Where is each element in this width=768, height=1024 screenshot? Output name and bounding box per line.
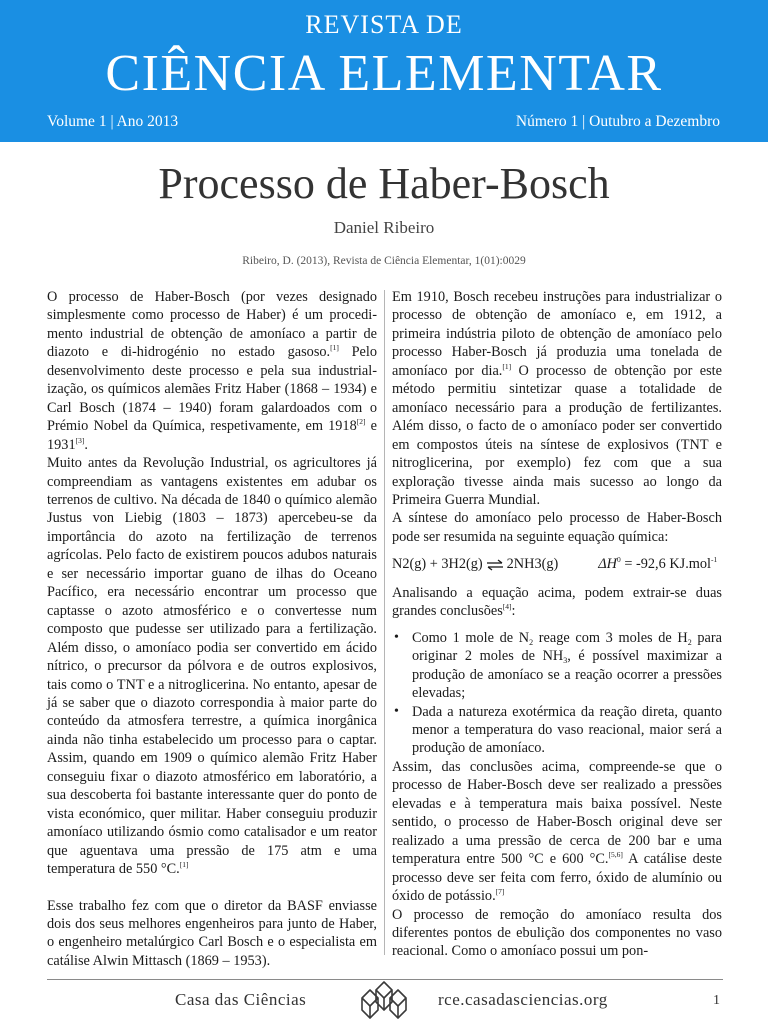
text-run: Assim, das conclusões acima, compreende-se que o processo de Haber-Bosch deve ser realizado a pressões elevadas e à temperatura mais baixa possível. Neste sentido, o processo de Haber-Bosch original deve ser realizado a uma pressão de cerca de 200 bar e uma temperatura entre 500 °C e 600 °C. — [392, 758, 722, 868]
subscript: 2 — [529, 637, 534, 647]
conclusion-list — [392, 629, 722, 758]
equilibrium-arrow-icon — [486, 559, 504, 571]
text-run: A catálise deste processo deve ser feita com ferro, óxido de alumínio ou óxido de potássio. — [392, 851, 722, 905]
text-run: Pelo desenvolvimento deste processo e pela sua industrialização, os químicos alemães Fritz Haber (1868 – 1934) e Carl Bosch (1874 – 1940) foram galardoados com o Prémio Nobel da Química, respetivamente, em 1918 — [47, 344, 378, 435]
journal-banner — [0, 0, 768, 142]
article-title: Processo de Haber-Bosch — [158, 159, 610, 208]
enthalpy-symbol: ΔH — [598, 556, 617, 573]
paragraph — [47, 288, 377, 454]
text-run: Dada a natureza exotérmica da reação direta, quanto menor a temperatura do vaso reacional, maior será a produção de amoníaco. — [412, 703, 722, 757]
paragraph — [392, 584, 722, 621]
equation-reactants: N2(g) + 3H2(g) — [392, 556, 483, 573]
journal-kicker: REVISTA DE — [305, 10, 463, 39]
text-run: : — [511, 603, 516, 620]
enthalpy-value: = -92,6 KJ.mol — [620, 556, 712, 573]
enthalpy-change — [598, 555, 717, 573]
paragraph: A síntese do amoníaco pelo processo de Haber-Bosch pode ser resumida na seguinte equação química: — [392, 510, 722, 545]
paragraph: Esse trabalho fez com que o diretor da BASF enviasse dois dos seus melhores engenheiros para junto de Haber, o engenheiro metalúrgico Carl Bosch e o especialista em catálise Alwin Mittasch (1869 – 1953). — [47, 897, 377, 969]
text-run: O processo de obtenção por este método permitiu sintetizar quase a totalidade de amoníaco necessário para a produção de fertilizantes. Além disso, o facto de o amoníaco poder ser convertido em compostos úteis na síntese de explosivos (TNT e nitroglicerina, por exemplo) fez com que a sua exploração tivesse ainda mais sucesso ao longo da Primeira Guerra Mundial. — [392, 362, 722, 508]
chemical-equation — [392, 555, 722, 573]
bullet-icon: • — [394, 629, 399, 645]
list-item — [392, 629, 722, 703]
journal-masthead: CIÊNCIA ELEMENTAR — [105, 45, 663, 102]
reference-mark: [1] — [330, 343, 339, 353]
equation-products: 2NH3(g) — [506, 556, 559, 573]
volume-info: Volume 1 | Ano 2013 — [47, 113, 179, 130]
text-run: Muito antes da Revolução Industrial, os agricultores já compreendiam as vantagens existentes em adubar os terrenos de cultivo. Na década de 1840 o químico alemão Justus von Liebig (1803 – 1873) apercebeu-se da importância do azoto na fertilização de terrenos agrícolas. Pelo facto de existirem poucos adubos naturais e ser necessário importar guano de ilhas do Oceano Pacífico, era necessário encontrar um processo que captasse o azoto atmosférico e o convertesse num composto que pudesse ser utilizado para a fertilização. Além disso, o amoníaco podia ser convertido em ácido nítrico, o precursor da pólvora e de outros explosivos, tais como o TNT e a nitroglicerina. No entanto, apesar de já se saber que o diazoto correspondia à maior parte do conteúdo da atmosfera terrestre, a química inorgânica ainda não tinha estabelecido um processo para o captar. Assim, quando em 1909 o químico alemão Fritz Haber conseguiu fixar o diazoto atmosférico em laboratório, a sua descoberta foi bastante interessante quer do ponto de vista económico, quer militar. Haber conseguiu produzir amoníaco utilizando ósmio como catalisador e um reator que aguentava uma pressão de 175 atm e uma temperatura de 550 °C. — [47, 455, 377, 878]
subscript: 3 — [563, 656, 568, 666]
text-run: reage com 3 moles de H — [533, 629, 688, 646]
text-run: para originar 2 moles de NH — [412, 629, 722, 665]
paragraph: O processo de remoção do amoníaco resulta dos diferentes pontos de ebulição dos componentes no vaso reacional. Como o amoníaco possui um pon- — [392, 906, 722, 960]
page-number: 1 — [713, 993, 720, 1008]
paragraph — [392, 288, 722, 509]
left-column — [47, 288, 377, 970]
reference-mark: [3] — [75, 435, 85, 445]
text-run: . — [84, 436, 88, 453]
footer-publisher: Casa das Ciências — [175, 990, 307, 1009]
reference-mark: [1] — [502, 361, 512, 371]
column-divider — [384, 290, 385, 955]
reference-mark: [2] — [356, 417, 366, 427]
text-run: O processo de Haber-Bosch (por vezes designado simplesmente como processo de Haber) é um procedimento industrial de obtenção de amoníaco a partir de diazoto e di-hidrogénio no estado gasoso. — [47, 289, 377, 361]
reference-mark: [5,6] — [608, 850, 623, 860]
reference-mark: [1] — [179, 860, 189, 870]
paragraph — [392, 758, 722, 906]
text-run: , é possível maximizar a produção de amoníaco se a reação ocorrer a pressões elevadas; — [412, 648, 722, 702]
list-item — [392, 703, 722, 758]
issue-info: Número 1 | Outubro a Dezembro — [515, 113, 720, 130]
unit-exponent: -1 — [711, 555, 718, 565]
paragraph-gap — [47, 879, 377, 897]
casa-das-ciencias-logo-icon — [356, 980, 412, 1022]
paragraph — [47, 454, 377, 878]
right-column — [392, 288, 722, 961]
text-run: Analisando a equação acima, podem extrair-se duas grandes conclusões — [392, 584, 722, 620]
standard-state-mark: 0 — [617, 555, 621, 565]
text-run: Como 1 mole de N — [412, 629, 530, 646]
text-run: e 1931 — [47, 418, 378, 453]
text-run: Em 1910, Bosch recebeu instruções para industrializar o processo de obtenção de amoníaco e, em 1912, a primeira indústria piloto de obtenção de amoníaco pelo processo Haber-Bosch já produzia uma tonelada de amoníaco por dia. — [392, 289, 722, 379]
reference-mark: [7] — [495, 887, 505, 897]
reference-mark: [4] — [502, 602, 512, 612]
footer-website: rce.casadasciencias.org — [438, 990, 608, 1009]
subscript: 2 — [687, 637, 692, 647]
article-citation: Ribeiro, D. (2013), Revista de Ciência Elementar, 1(01):0029 — [242, 255, 526, 267]
bullet-icon: • — [394, 703, 399, 719]
article-author: Daniel Ribeiro — [333, 218, 435, 237]
